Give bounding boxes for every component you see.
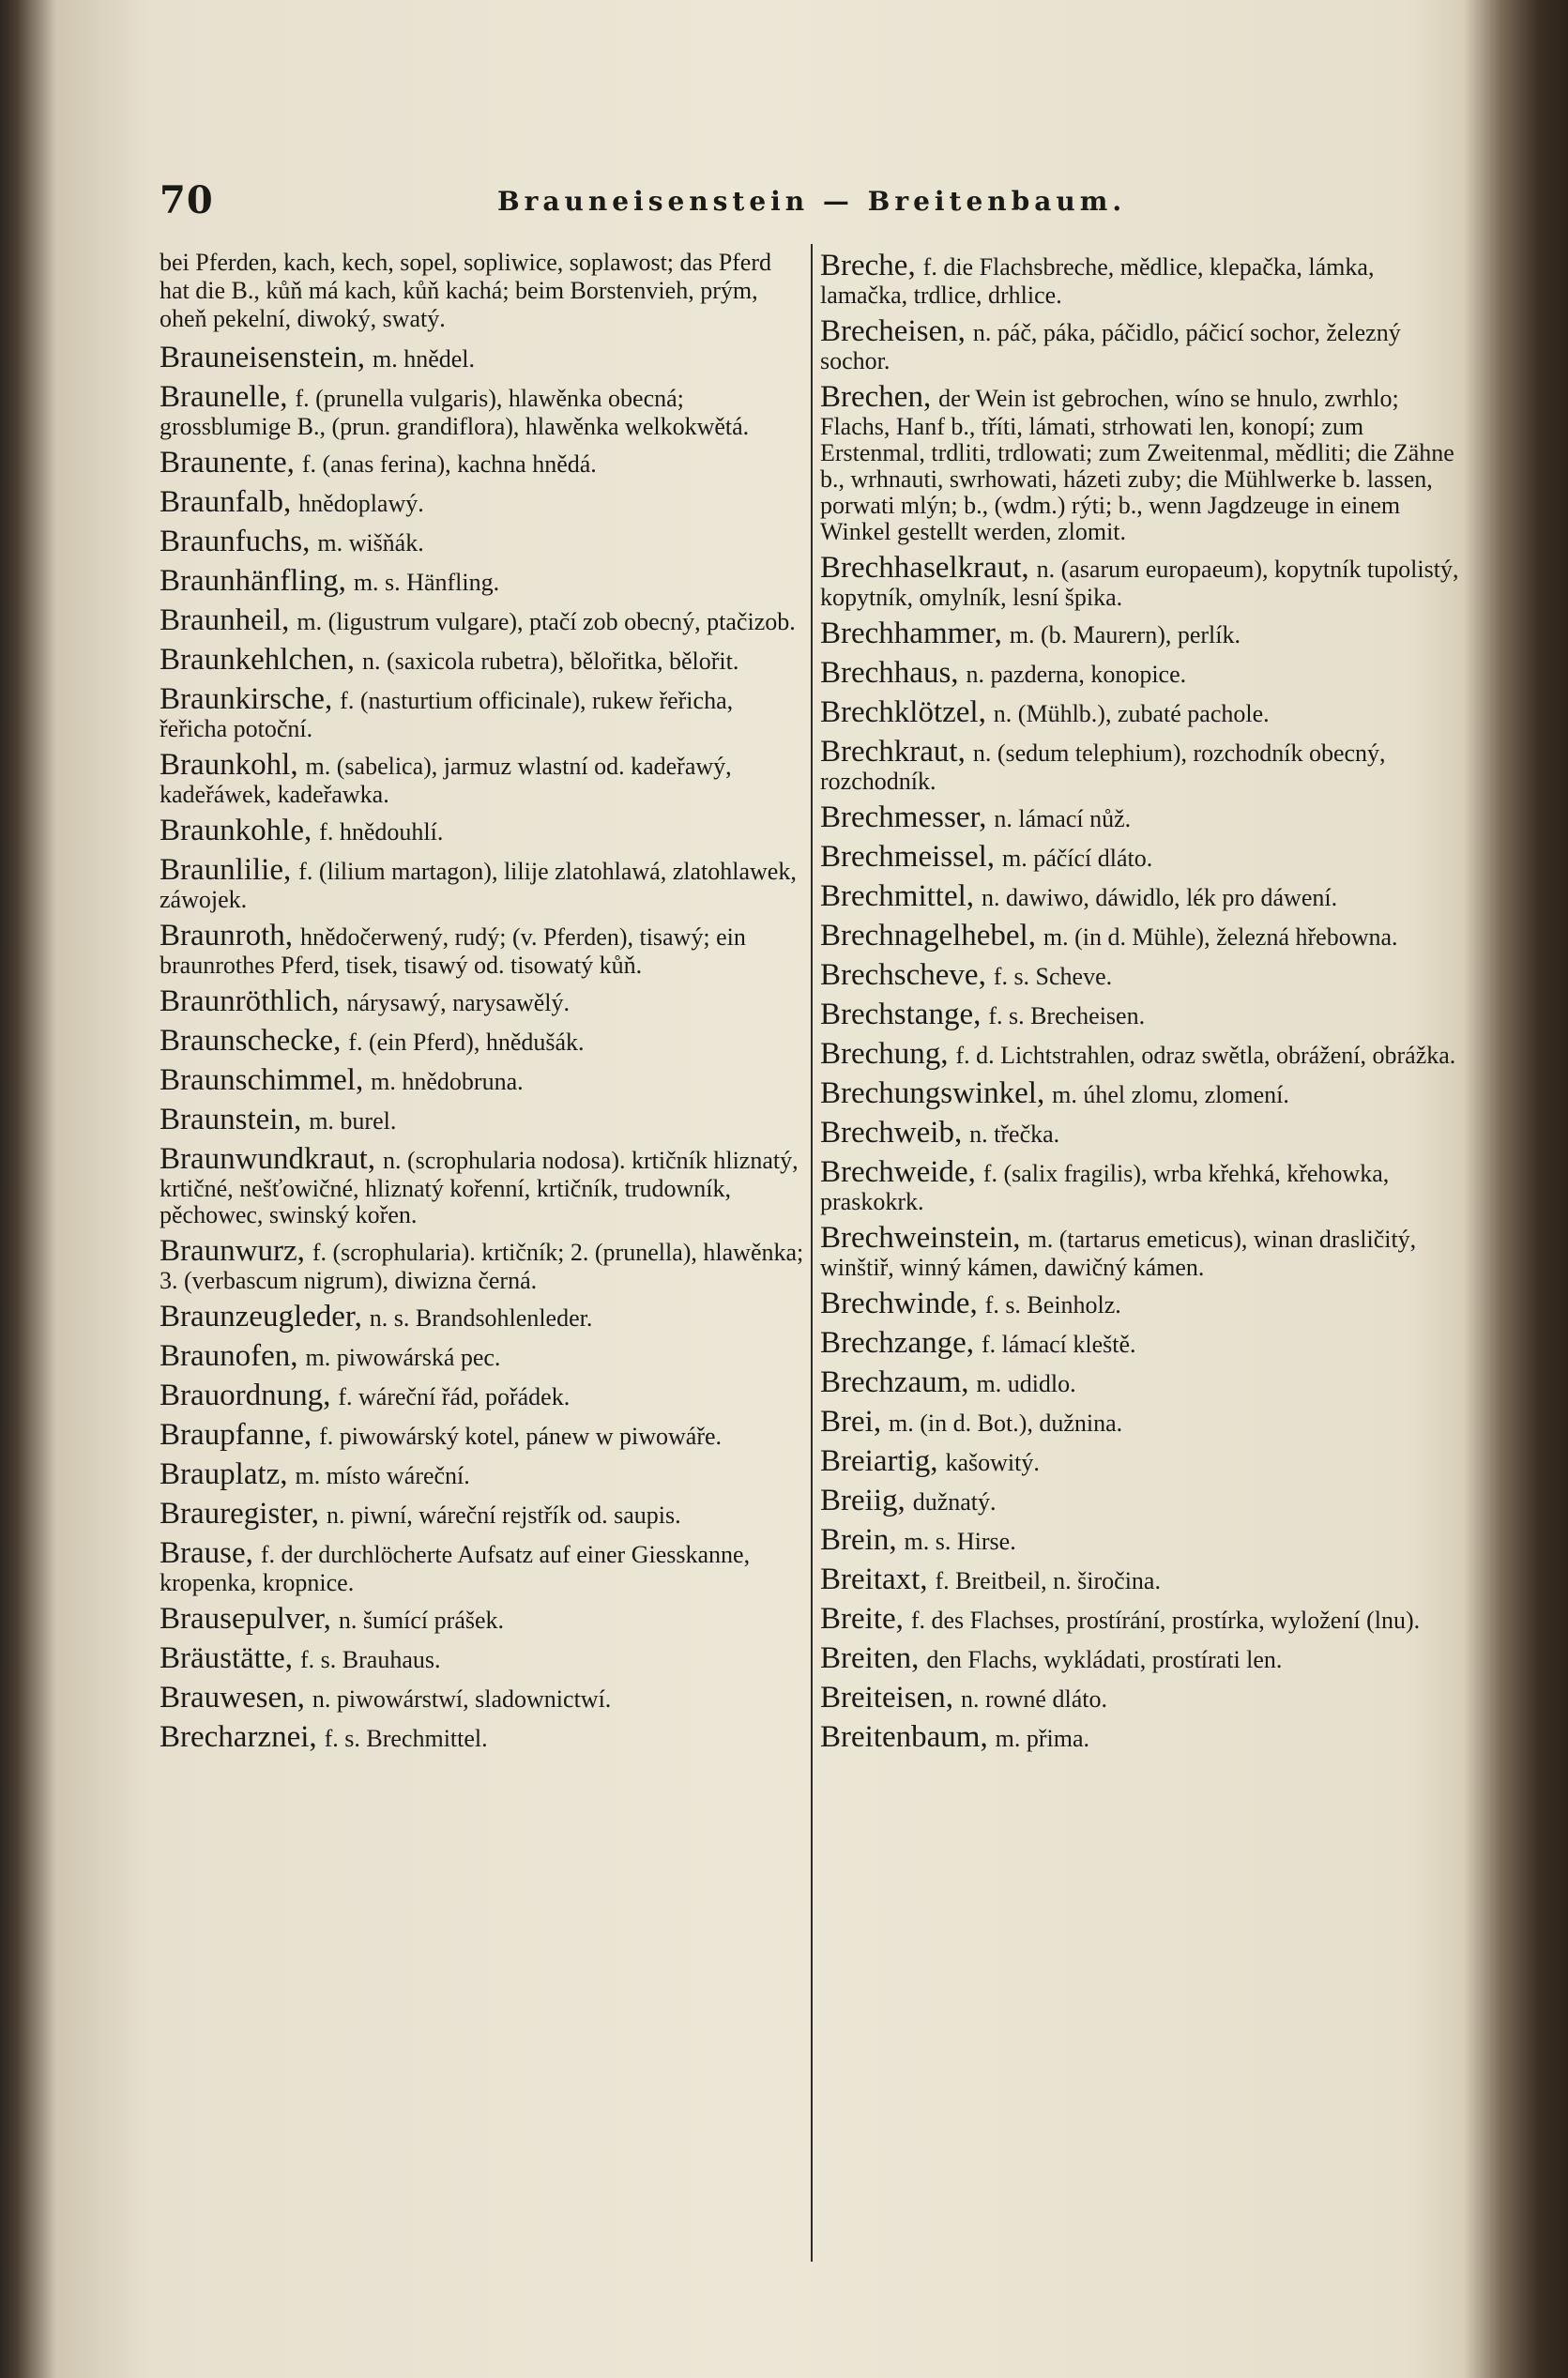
entry-definition: m. přima. [995, 1725, 1090, 1752]
entry-definition: f. (salix fragilis), wrba křehká, křehowka, praskokrk. [820, 1160, 1390, 1215]
dictionary-entry [820, 1287, 1464, 1320]
entry-definition: f. s. Brechmittel. [324, 1725, 488, 1752]
dictionary-page [150, 160, 1464, 2365]
dictionary-entry [820, 1405, 1464, 1439]
entry-definition: f. (ein Pferd), hnědušák. [348, 1029, 585, 1056]
entry-headword: Breiartig, [820, 1444, 938, 1478]
dictionary-entry [820, 1365, 1464, 1399]
entry-headword: Brauregister, [160, 1497, 320, 1531]
entry-headword: Breite, [820, 1602, 904, 1636]
dictionary-entry [160, 1379, 805, 1412]
entry-definition: f. wáreční řád, pořádek. [338, 1383, 571, 1410]
entry-headword: Braunofen, [160, 1339, 298, 1373]
dictionary-entry [160, 525, 805, 558]
entry-definition: n. pazderna, konopice. [966, 661, 1187, 688]
entry-definition: m. (in d. Mühle), železná hřebowna. [1043, 923, 1398, 951]
dictionary-entry [820, 695, 1464, 729]
entry-headword: Brauplatz, [160, 1457, 288, 1491]
entry-definition: hnědoplawý. [298, 490, 424, 517]
entry-headword: Breche, [820, 249, 916, 282]
entry-headword: Brechnagelhebel, [820, 919, 1036, 953]
entry-definition: m. (in d. Bot.), dužnina. [889, 1410, 1123, 1437]
entry-headword: Breiten, [820, 1641, 920, 1675]
dictionary-entry [820, 1155, 1464, 1215]
entry-definition: f. (lilium martagon), lilije zlatohlawá, zlatohlawek, záwojek. [160, 858, 797, 913]
dictionary-entry [160, 1418, 805, 1452]
entry-definition: f. des Flachses, prostírání, prostírka, wyložení (lnu). [910, 1607, 1421, 1634]
entry-headword: Breitenbaum, [820, 1720, 988, 1754]
entry-headword: Brechzaum, [820, 1365, 969, 1399]
entry-headword: Brechungswinkel, [820, 1076, 1045, 1110]
entry-headword: Brechmittel, [820, 879, 975, 913]
entry-definition: f. (anas ferina), kachna hnědá. [301, 450, 597, 478]
entry-definition: m. s. Hänfling. [353, 569, 500, 596]
entry-headword: Braunwundkraut, [160, 1142, 376, 1176]
dictionary-entry [160, 1536, 805, 1596]
entry-definition: f. (scrophularia). krtičník; 2. (prunella), hlawěnka; 3. (verbascum nigrum), diwizna černá. [160, 1239, 804, 1294]
dictionary-entry [820, 1037, 1464, 1071]
dictionary-entry [160, 1103, 805, 1136]
entry-headword: Brechwinde, [820, 1287, 978, 1320]
entry-definition: f. s. Beinholz. [984, 1291, 1121, 1319]
entry-definition: der Wein ist gebrochen, wíno se hnulo, zwrhlo; Flachs, Hanf b., tříti, lámati, strhowati len, konopí; zum Erstenmal, trdliti, trdlowati; zum Zweitenmal, mědliti; die Zähne b., wrhnauti, swrhowati, házeti zuby; die Mühlwerke b. lassen, porwati mlýn; b., (wdm.) rýti; b., wenn Jagdzeuge in einem Winkel gestellt werden, zlomit. [820, 385, 1454, 545]
dictionary-entry [820, 1221, 1464, 1281]
entry-headword: Brechhammer, [820, 617, 1002, 650]
entry-headword: Brause, [160, 1536, 253, 1570]
entry-headword: Braunschimmel, [160, 1063, 364, 1097]
dictionary-entry [160, 984, 805, 1018]
entry-headword: Braunfalb, [160, 485, 292, 519]
dictionary-entry [160, 1024, 805, 1058]
running-head: Brauneisenstein — Breitenbaum. [497, 186, 1127, 217]
right-entry-list [820, 249, 1464, 1754]
entry-definition: m. hnědel. [372, 345, 476, 373]
dictionary-entry [160, 1720, 805, 1754]
entry-headword: Brechmeissel, [820, 840, 996, 874]
dictionary-entry [160, 643, 805, 677]
column-divider [811, 244, 813, 2262]
entry-headword: Braunwurz, [160, 1234, 305, 1268]
left-entry-list [160, 341, 805, 1754]
entry-headword: Braunkohle, [160, 814, 312, 847]
entry-definition: n. (scrophularia nodosa). krtičník hliznatý, krtičné, nešťowičné, hliznatý kořenní, krtičník, trudowník, pěchowec, swinský kořen. [160, 1147, 799, 1228]
entry-definition: n. piwowárstwí, sladownictwí. [312, 1685, 612, 1713]
entry-headword: Braunzeugleder, [160, 1300, 362, 1334]
right-column [820, 249, 1464, 1760]
dictionary-entry [160, 853, 805, 913]
entry-definition: m. úhel zlomu, zlomení. [1052, 1081, 1289, 1108]
dictionary-entry [820, 380, 1464, 545]
entry-headword: Braunstein, [160, 1103, 302, 1136]
entry-headword: Brecharznei, [160, 1720, 317, 1754]
entry-definition: n. s. Brandsohlenleder. [369, 1304, 593, 1332]
dictionary-entry [160, 1681, 805, 1715]
dictionary-entry [820, 1444, 1464, 1478]
entry-definition: dužnatý. [912, 1488, 997, 1516]
entry-headword: Braunente, [160, 446, 295, 480]
dictionary-entry [820, 840, 1464, 874]
dictionary-entry [160, 814, 805, 847]
dictionary-entry [820, 1562, 1464, 1596]
dictionary-entry [820, 919, 1464, 953]
entry-headword: Braunhänfling, [160, 564, 346, 598]
entry-definition: f. Breitbeil, n. širočina. [935, 1567, 1161, 1594]
entry-headword: Brechkraut, [820, 735, 966, 769]
entry-definition: n. páč, páka, páčidlo, páčicí sochor, železný sochor. [820, 319, 1401, 374]
entry-definition: f. (prunella vulgaris), hlawěnka obecná; grossblumige B., (prun. grandiflora), hlawěnka welkokwětá. [160, 385, 750, 440]
entry-headword: Brausepulver, [160, 1602, 331, 1636]
entry-headword: Brechweinstein, [820, 1221, 1021, 1255]
entry-definition: f. der durchlöcherte Aufsatz auf einer Giesskanne, kropenka, kropnice. [160, 1541, 751, 1596]
entry-headword: Braunlilie, [160, 853, 292, 887]
entry-definition: m. (b. Maurern), perlík. [1009, 621, 1241, 648]
dictionary-entry [160, 1457, 805, 1491]
entry-headword: Brauwesen, [160, 1681, 305, 1715]
entry-definition: m. (sabelica), jarmuz wlastní od. kadeřawý, kadeřáwek, kadeřawka. [160, 753, 732, 808]
dictionary-entry [160, 748, 805, 808]
dictionary-entry [820, 800, 1464, 834]
entry-definition: m. (ligustrum vulgare), ptačí zob obecný, ptačizob. [297, 608, 796, 635]
entry-definition: nárysawý, narysawělý. [346, 989, 571, 1016]
entry-headword: Brechweide, [820, 1155, 976, 1189]
entry-definition: f. piwowárský kotel, pánew w piwowáře. [319, 1423, 723, 1450]
dictionary-entry [160, 1142, 805, 1228]
entry-definition: f. hnědouhlí. [319, 818, 444, 846]
dictionary-entry [820, 958, 1464, 992]
dictionary-entry [820, 1681, 1464, 1715]
dictionary-entry [160, 1602, 805, 1636]
entry-headword: Breiteisen, [820, 1681, 954, 1715]
entry-headword: Brechung, [820, 1037, 949, 1071]
entry-headword: Brei, [820, 1405, 882, 1439]
dictionary-entry [820, 1326, 1464, 1360]
dictionary-entry [820, 1720, 1464, 1754]
entry-definition: m. páčící dláto. [1001, 845, 1153, 872]
entry-definition: n. (Mühlb.), zubaté pachole. [993, 700, 1270, 727]
entry-definition: n. (asarum europaeum), kopytník tupolistý, kopytník, omylník, lesní špika. [820, 556, 1459, 611]
entry-headword: Bräustätte, [160, 1641, 294, 1675]
entry-definition: kašowitý. [945, 1449, 1040, 1476]
dictionary-entry [160, 682, 805, 742]
dictionary-entry [160, 603, 805, 637]
entry-headword: Brechhaus, [820, 656, 959, 690]
entry-headword: Braupfanne, [160, 1418, 312, 1452]
dictionary-entry [820, 551, 1464, 611]
page-number: 70 [160, 178, 214, 222]
entry-definition: n. rowné dláto. [961, 1685, 1107, 1713]
entry-definition: f. s. Brecheisen. [988, 1002, 1146, 1029]
entry-definition: m. hnědobruna. [371, 1068, 524, 1095]
dictionary-entry [160, 1339, 805, 1373]
entry-definition: m. piwowárská pec. [305, 1344, 501, 1371]
dictionary-entry [820, 1523, 1464, 1557]
entry-definition: n. třečka. [969, 1120, 1060, 1148]
entry-headword: Brechklötzel, [820, 695, 986, 729]
entry-definition: m. udidlo. [976, 1370, 1076, 1397]
continuation-text: bei Pferden, kach, kech, sopel, sopliwice, soplawost; das Pferd hat die B., kůň má kach, kůň kachá; beim Borstenvieh, prým, oheň pekelní, diwoký, swatý. [160, 249, 772, 332]
dictionary-entry [820, 617, 1464, 650]
dictionary-entry [820, 314, 1464, 374]
entry-definition: m. s. Hirse. [904, 1528, 1016, 1555]
entry-headword: Brauneisenstein, [160, 341, 366, 374]
entry-headword: Brechhaselkraut, [820, 551, 1029, 585]
dictionary-entry [820, 1076, 1464, 1110]
entry-definition: hnědočerwený, rudý; (v. Pferden), tisawý; ein braunrothes Pferd, tisek, tisawý od. tisowatý kůň. [160, 923, 746, 979]
entry-headword: Brechzange, [820, 1326, 974, 1360]
entry-headword: Brecheisen, [820, 314, 966, 348]
entry-headword: Braunelle, [160, 380, 288, 414]
entry-headword: Brechscheve, [820, 958, 986, 992]
entry-headword: Braunheil, [160, 603, 290, 637]
entry-definition: n. lámací nůž. [994, 805, 1132, 832]
dictionary-entry [160, 341, 805, 374]
entry-definition: f. (nasturtium officinale), rukew řeřicha, řeřicha potoční. [160, 687, 734, 742]
dictionary-entry [160, 1234, 805, 1294]
dictionary-entry [160, 380, 805, 440]
dictionary-entry [820, 998, 1464, 1031]
entry-definition: m. wišňák. [317, 529, 424, 556]
entry-definition: n. šumící prášek. [338, 1607, 505, 1634]
entry-definition: n. dawiwo, dáwidlo, lék pro dáwení. [982, 884, 1338, 911]
dictionary-entry [820, 1602, 1464, 1636]
entry-headword: Braunroth, [160, 919, 294, 953]
dictionary-entry [160, 446, 805, 480]
entry-headword: Brein, [820, 1523, 897, 1557]
dictionary-entry [160, 1641, 805, 1675]
entry-headword: Brauordnung, [160, 1379, 331, 1412]
dictionary-entry [820, 1641, 1464, 1675]
entry-headword: Breitaxt, [820, 1562, 928, 1596]
entry-headword: Braunschecke, [160, 1024, 342, 1058]
entry-definition: f. s. Brauhaus. [300, 1646, 441, 1673]
dictionary-entry [160, 564, 805, 598]
entry-headword: Brechmesser, [820, 800, 987, 834]
entry-definition: m. místo wáreční. [295, 1462, 470, 1489]
left-column [160, 249, 805, 1760]
entry-headword: Braunfuchs, [160, 525, 311, 558]
dictionary-entry [820, 656, 1464, 690]
page-header [160, 178, 1464, 235]
entry-headword: Braunkirsche, [160, 682, 333, 716]
entry-definition: m. (tartarus emeticus), winan drasličitý, winštiř, winný kámen, dawičný kámen. [820, 1226, 1417, 1281]
entry-definition: m. burel. [309, 1107, 397, 1135]
entry-definition: n. (saxicola rubetra), bělořitka, bělořit. [361, 648, 739, 675]
entry-headword: Braunkehlchen, [160, 643, 356, 677]
entry-definition: den Flachs, wykládati, prostírati len. [926, 1646, 1283, 1673]
dictionary-entry [820, 249, 1464, 309]
entry-definition: n. piwní, wáreční rejstřík od. saupis. [326, 1501, 681, 1529]
entry-headword: Braunröthlich, [160, 984, 340, 1018]
entry-definition: f. d. Lichtstrahlen, odraz swětla, obrážení, obrážka. [955, 1042, 1456, 1069]
dictionary-entry [160, 485, 805, 519]
dictionary-entry [160, 1063, 805, 1097]
dictionary-entry [820, 1116, 1464, 1150]
dictionary-entry [160, 919, 805, 979]
entry-definition: f. lámací kleště. [981, 1331, 1136, 1358]
dictionary-entry [820, 879, 1464, 913]
entry-headword: Braunkohl, [160, 748, 298, 782]
dictionary-entry [820, 1484, 1464, 1517]
entry-definition: f. s. Scheve. [993, 963, 1113, 990]
entry-definition: n. (sedum telephium), rozchodník obecný, rozchodník. [820, 739, 1386, 795]
entry-headword: Breiig, [820, 1484, 906, 1517]
entry-headword: Brechweib, [820, 1116, 963, 1150]
dictionary-entry [160, 1300, 805, 1334]
entry-headword: Brechstange, [820, 998, 982, 1031]
dictionary-entry [820, 735, 1464, 795]
dictionary-entry [160, 1497, 805, 1531]
entry-headword: Brechen, [820, 380, 932, 414]
entry-definition: f. die Flachsbreche, mědlice, klepačka, lámka, lamačka, trdlice, drhlice. [820, 253, 1375, 309]
